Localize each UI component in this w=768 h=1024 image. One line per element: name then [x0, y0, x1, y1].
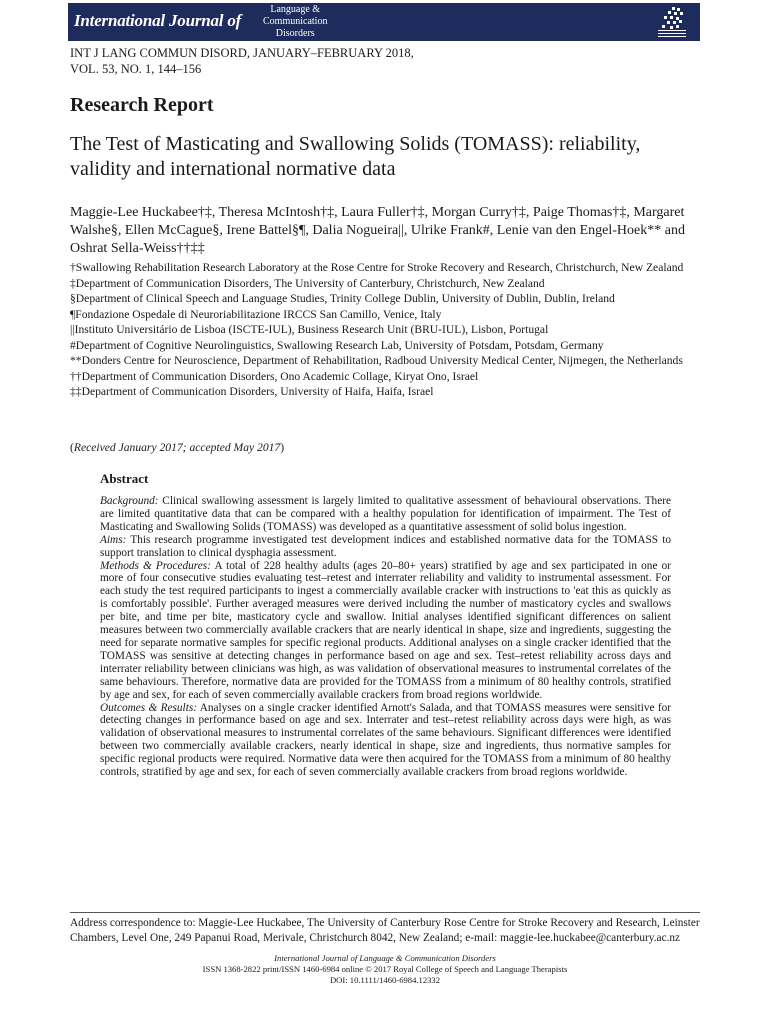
affiliation-item: ||Instituto Universitário de Lisboa (ISCTE-IUL), Business Research Unit (BRU-IUL), Lisbon, Portugal	[70, 323, 549, 336]
received-dates: (Received January 2017; accepted May 2017)	[70, 441, 285, 454]
journal-subtitle	[263, 4, 327, 40]
journal-subtitle-line: Language &	[270, 4, 321, 15]
affiliation-item: †Swallowing Rehabilitation Research Laboratory at the Rose Centre for Stroke Recovery and Research, Christchurch, New Zealand	[70, 261, 684, 274]
author-list: Maggie-Lee Huckabee†‡, Theresa McIntosh†‡, Laura Fuller†‡, Morgan Curry†‡, Paige Thomas†‡, Margaret Walshe§, Ellen McCague§, Irene Battel§¶, Dalia Nogueira||, Ulrike Frank#, Lenie van den Engel-Hoek** and Oshrat Sella-Weiss††‡‡	[70, 205, 685, 256]
affiliation-item: ‡Department of Communication Disorders, The University of Canterbury, Christchurch, New Zealand	[70, 276, 545, 290]
article-type: Research Report	[70, 94, 214, 116]
abstract-section-label: Aims:	[100, 533, 127, 546]
abstract-section-text: A total of 228 healthy adults (ages 20–80+ years) stratified by age and sex participated in one or more of four consecutive studies evaluating test–retest and interrater reliability and validity to instrumental assessment. For each study the test required participants to ingest a commercially available cracker with instructions to 'eat this as quickly as is comfortably possible'. Further averaged measures were derived including the number of masticatory cycles and swallows per bite, and time per bite, masticatory cycle and swallow. Initial analyses identified significant differences on salient measures between two commercially available crackers that are nearly identical in shape, size and ingredients, suggesting the need for separate normative samples for specific regional products. Additional analyses on a single cracker identified that the TOMASS was sensitive at detecting changes in performance based on age and sex. Test–retest reliability across days and interrater reliability between clinicians was high, as was validation of observational measures to instrumental correlates of the same behaviours. Therefore, normative data are provided for the TOMASS from a minimum of 80 healthy controls, stratified by age and sex, for each of seven commercially available crackers from broad regions worldwide.	[100, 559, 672, 701]
affiliation-item: §Department of Clinical Speech and Language Studies, Trinity College Dublin, University of Dublin, Dublin, Ireland	[70, 292, 615, 305]
journal-subtitle-line: Disorders	[275, 28, 315, 39]
footer-journal: International Journal of Language & Communication Disorders	[274, 953, 496, 963]
abstract-section-label: Methods & Procedures:	[100, 559, 211, 572]
affiliation-item: **Donders Centre for Neuroscience, Department of Rehabilitation, Radboud University Medical Center, Nijmegen, the Netherlands	[70, 354, 683, 367]
footer-doi: DOI: 10.1111/1460-6984.12332	[329, 975, 441, 985]
affiliation-item: #Department of Cognitive Neurolinguistics, Swallowing Research Lab, University of Potsdam, Potsdam, Germany	[70, 338, 604, 352]
footnote-divider	[70, 912, 700, 913]
abstract-section-label: Outcomes & Results:	[100, 701, 197, 714]
correspondence-address: Address correspondence to: Maggie-Lee Huckabee, The University of Canterbury Rose Centre for Stroke Recovery and Research, Leinster Chambers, Level One, 249 Papanui Road, Merivale, Christchurch 8042, New Zealand; e-mail: maggie-lee.huckabee@canterbury.ac.nz	[70, 917, 700, 944]
abstract-section-text: This research programme investigated test development indices and established normative data for the TOMASS to support translation to clinical dysphagia assessment.	[100, 533, 672, 559]
article-title: The Test of Masticating and Swallowing Solids (TOMASS): reliability, validity and international normative data	[70, 133, 641, 180]
abstract-section-text: Clinical swallowing assessment is largely limited to qualitative assessment of behavioural observations. There are limited quantitative data that can be compared with a healthy population for identification of impairment. The Test of Masticating and Swallowing Solids (TOMASS) was developed as a quantitative assessment of solid bolus ingestion.	[100, 495, 671, 533]
page-footer	[70, 953, 700, 986]
affiliation-item: ¶Fondazione Ospedale di Neuroriabilitazione IRCCS San Camillo, Venice, Italy	[70, 307, 442, 321]
citation-line: VOL. 53, NO. 1, 144–156	[70, 62, 202, 76]
abstract-section	[100, 495, 671, 534]
abstract-body	[100, 495, 671, 779]
journal-citation	[70, 45, 414, 77]
received-text: Received January 2017; accepted May 2017	[73, 441, 281, 454]
affiliation-item: ‡‡Department of Communication Disorders, University of Haifa, Haifa, Israel	[70, 385, 434, 398]
journal-subtitle-line: Communication	[263, 16, 328, 27]
abstract-section-text: Analyses on a single cracker identified Arnott's Salada, and that TOMASS measures were sensitive for detecting changes in performance based on age and sex. Interrater and test–retest reliability across days were high, as was validation of observational measures to instrumental correlates of the same behaviours. Significant differences were identified between two commercially available crackers, nearly identical in shape, size and ingredients, thus normative samples for specific regional products were required. Normative data were then acquired for the TOMASS from a minimum of 80 healthy controls, stratified by age and sex, for each of seven commercially available crackers from broad regions worldwide.	[100, 701, 671, 779]
abstract-section	[100, 702, 671, 779]
abstract-section-label: Background:	[100, 495, 159, 507]
journal-banner	[68, 3, 700, 41]
citation-line: INT J LANG COMMUN DISORD, JANUARY–FEBRUARY 2018,	[70, 46, 414, 60]
footer-issn: ISSN 1368-2822 print/ISSN 1460-6984 online © 2017 Royal College of Speech and Language Therapists	[202, 964, 568, 974]
journal-name: International Journal of	[74, 11, 242, 30]
abstract-section	[100, 534, 671, 560]
affiliation-list	[70, 260, 705, 400]
rcslt-logo-icon	[652, 5, 692, 39]
abstract-heading: Abstract	[100, 471, 149, 486]
abstract-section	[100, 560, 671, 702]
affiliation-item: ††Department of Communication Disorders, Ono Academic Collage, Kiryat Ono, Israel	[70, 369, 479, 383]
